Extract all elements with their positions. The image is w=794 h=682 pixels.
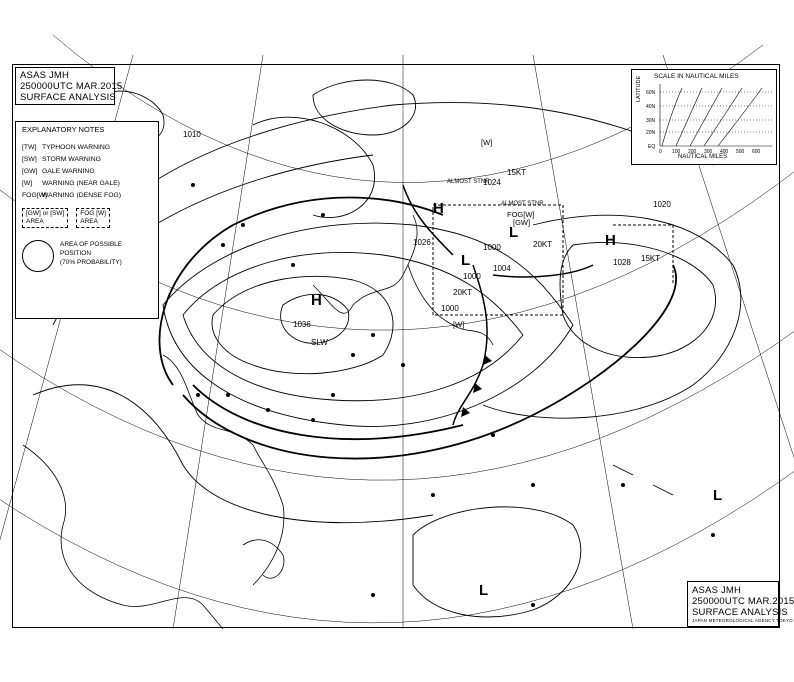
pressure-label: 1026 <box>413 238 431 247</box>
lat-tick: 60N <box>646 90 656 96</box>
note-label: STORM WARNING <box>42 156 101 163</box>
warning-label: FOG[W] <box>507 210 535 219</box>
system-symbols <box>311 200 722 599</box>
pressure-label-group <box>183 130 671 329</box>
scale-chart <box>632 70 778 166</box>
note-code: [TW] <box>22 144 37 151</box>
speed-label: 20KT <box>533 240 553 249</box>
note-code: [SW] <box>22 156 37 163</box>
probability-circle-icon <box>22 240 54 272</box>
mile-tick: 300 <box>704 149 713 155</box>
mile-tick: 400 <box>720 149 729 155</box>
notes-heading: EXPLANATORY NOTES <box>22 125 105 134</box>
low-center-label: L <box>479 582 489 599</box>
mile-tick: 500 <box>736 149 745 155</box>
title-line: 250000UTC MAR.2015 <box>692 596 794 607</box>
note-label: WARNING (DENSE FOG) <box>42 192 122 199</box>
note-row <box>22 178 152 190</box>
probability-text: (70% PROBABILITY) <box>60 259 122 266</box>
note-label: GALE WARNING <box>42 168 95 175</box>
probability-text: AREA OF POSSIBLE <box>60 241 123 248</box>
gale-area-legend <box>22 208 68 228</box>
speed-label: 15KT <box>507 168 527 177</box>
nautical-scale-panel <box>631 69 777 165</box>
explanatory-notes-panel <box>15 121 159 319</box>
pressure-label: 1036 <box>293 320 311 329</box>
pressure-label: 1020 <box>653 200 671 209</box>
note-code: FOG[W] <box>22 192 47 199</box>
front-markers <box>461 355 492 417</box>
note-row <box>22 142 152 154</box>
area-legend-title: [GW] or [SW] <box>26 210 65 217</box>
latitude-axis-label: LATITUDE <box>636 75 642 102</box>
high-center-label: H <box>311 292 322 309</box>
note-code: [GW] <box>22 168 38 175</box>
note-row <box>22 154 152 166</box>
low-center-label: L <box>461 252 471 269</box>
scale-axis-label: NAUTICAL MILES <box>678 154 728 160</box>
note-label: WARNING (NEAR GALE) <box>42 180 120 187</box>
area-legend-sub: AREA <box>80 218 98 225</box>
area-legend-sub: AREA <box>26 218 44 225</box>
station-plots <box>191 183 715 607</box>
lat-tick: 20N <box>646 130 656 136</box>
note-label: TYPHOON WARNING <box>42 144 111 151</box>
area-legend-title: FOG [W] <box>80 210 106 217</box>
agency-credit: JAPAN METEOROLOGICAL AGENCY TOKYO <box>692 618 793 623</box>
pressure-label: 1004 <box>493 264 511 273</box>
warning-label-group <box>453 138 535 329</box>
probability-text: POSITION <box>60 250 92 257</box>
low-center-label: L <box>713 487 723 504</box>
stationary-note: ALMOST STNR <box>447 179 490 185</box>
pressure-label: 1010 <box>183 130 201 139</box>
pressure-label: 1000 <box>441 304 459 313</box>
mile-tick: 600 <box>752 149 761 155</box>
pressure-label: 1024 <box>483 178 501 187</box>
pressure-label: 1000 <box>463 272 481 281</box>
mile-tick: 100 <box>672 149 681 155</box>
note-code: [W] <box>22 180 33 187</box>
lat-tick: EQ <box>648 144 656 150</box>
mile-tick: 0 <box>659 149 662 155</box>
pressure-label: 1000 <box>483 243 501 252</box>
speed-label: SLW <box>311 338 328 347</box>
title-line: 250000UTC MAR.2015 <box>20 81 123 92</box>
fog-area-legend <box>76 208 110 228</box>
probability-legend <box>22 240 152 272</box>
speed-label: 20KT <box>453 288 473 297</box>
high-center-label: H <box>433 200 444 217</box>
lat-tick: 40N <box>646 104 656 110</box>
scale-title: SCALE IN NAUTICAL MILES <box>654 73 739 80</box>
stationary-note: ALMOST STNR <box>501 201 544 207</box>
warning-label: [GW] <box>513 218 531 227</box>
note-row <box>22 190 152 202</box>
bold-isobars <box>160 198 677 459</box>
lat-tick: 30N <box>646 118 656 124</box>
pressure-label: 1028 <box>613 258 631 267</box>
title-line: ASAS JMH <box>20 70 70 81</box>
area-legend-row <box>22 208 152 228</box>
warning-label: [W] <box>453 320 465 329</box>
title-line: SURFACE ANALYSIS <box>20 92 116 103</box>
title-box-bottom-right <box>687 581 794 627</box>
mile-tick: 200 <box>688 149 697 155</box>
title-box-top-left <box>15 67 123 105</box>
weather-map <box>12 64 794 628</box>
high-center-label: H <box>605 232 616 249</box>
fronts <box>403 185 593 425</box>
title-line: SURFACE ANALYSIS <box>692 607 788 618</box>
speed-label: 15KT <box>641 254 661 263</box>
title-line: ASAS JMH <box>692 585 742 596</box>
note-row <box>22 166 152 178</box>
low-center-label: L <box>509 224 519 241</box>
warning-label: [W] <box>481 138 493 147</box>
